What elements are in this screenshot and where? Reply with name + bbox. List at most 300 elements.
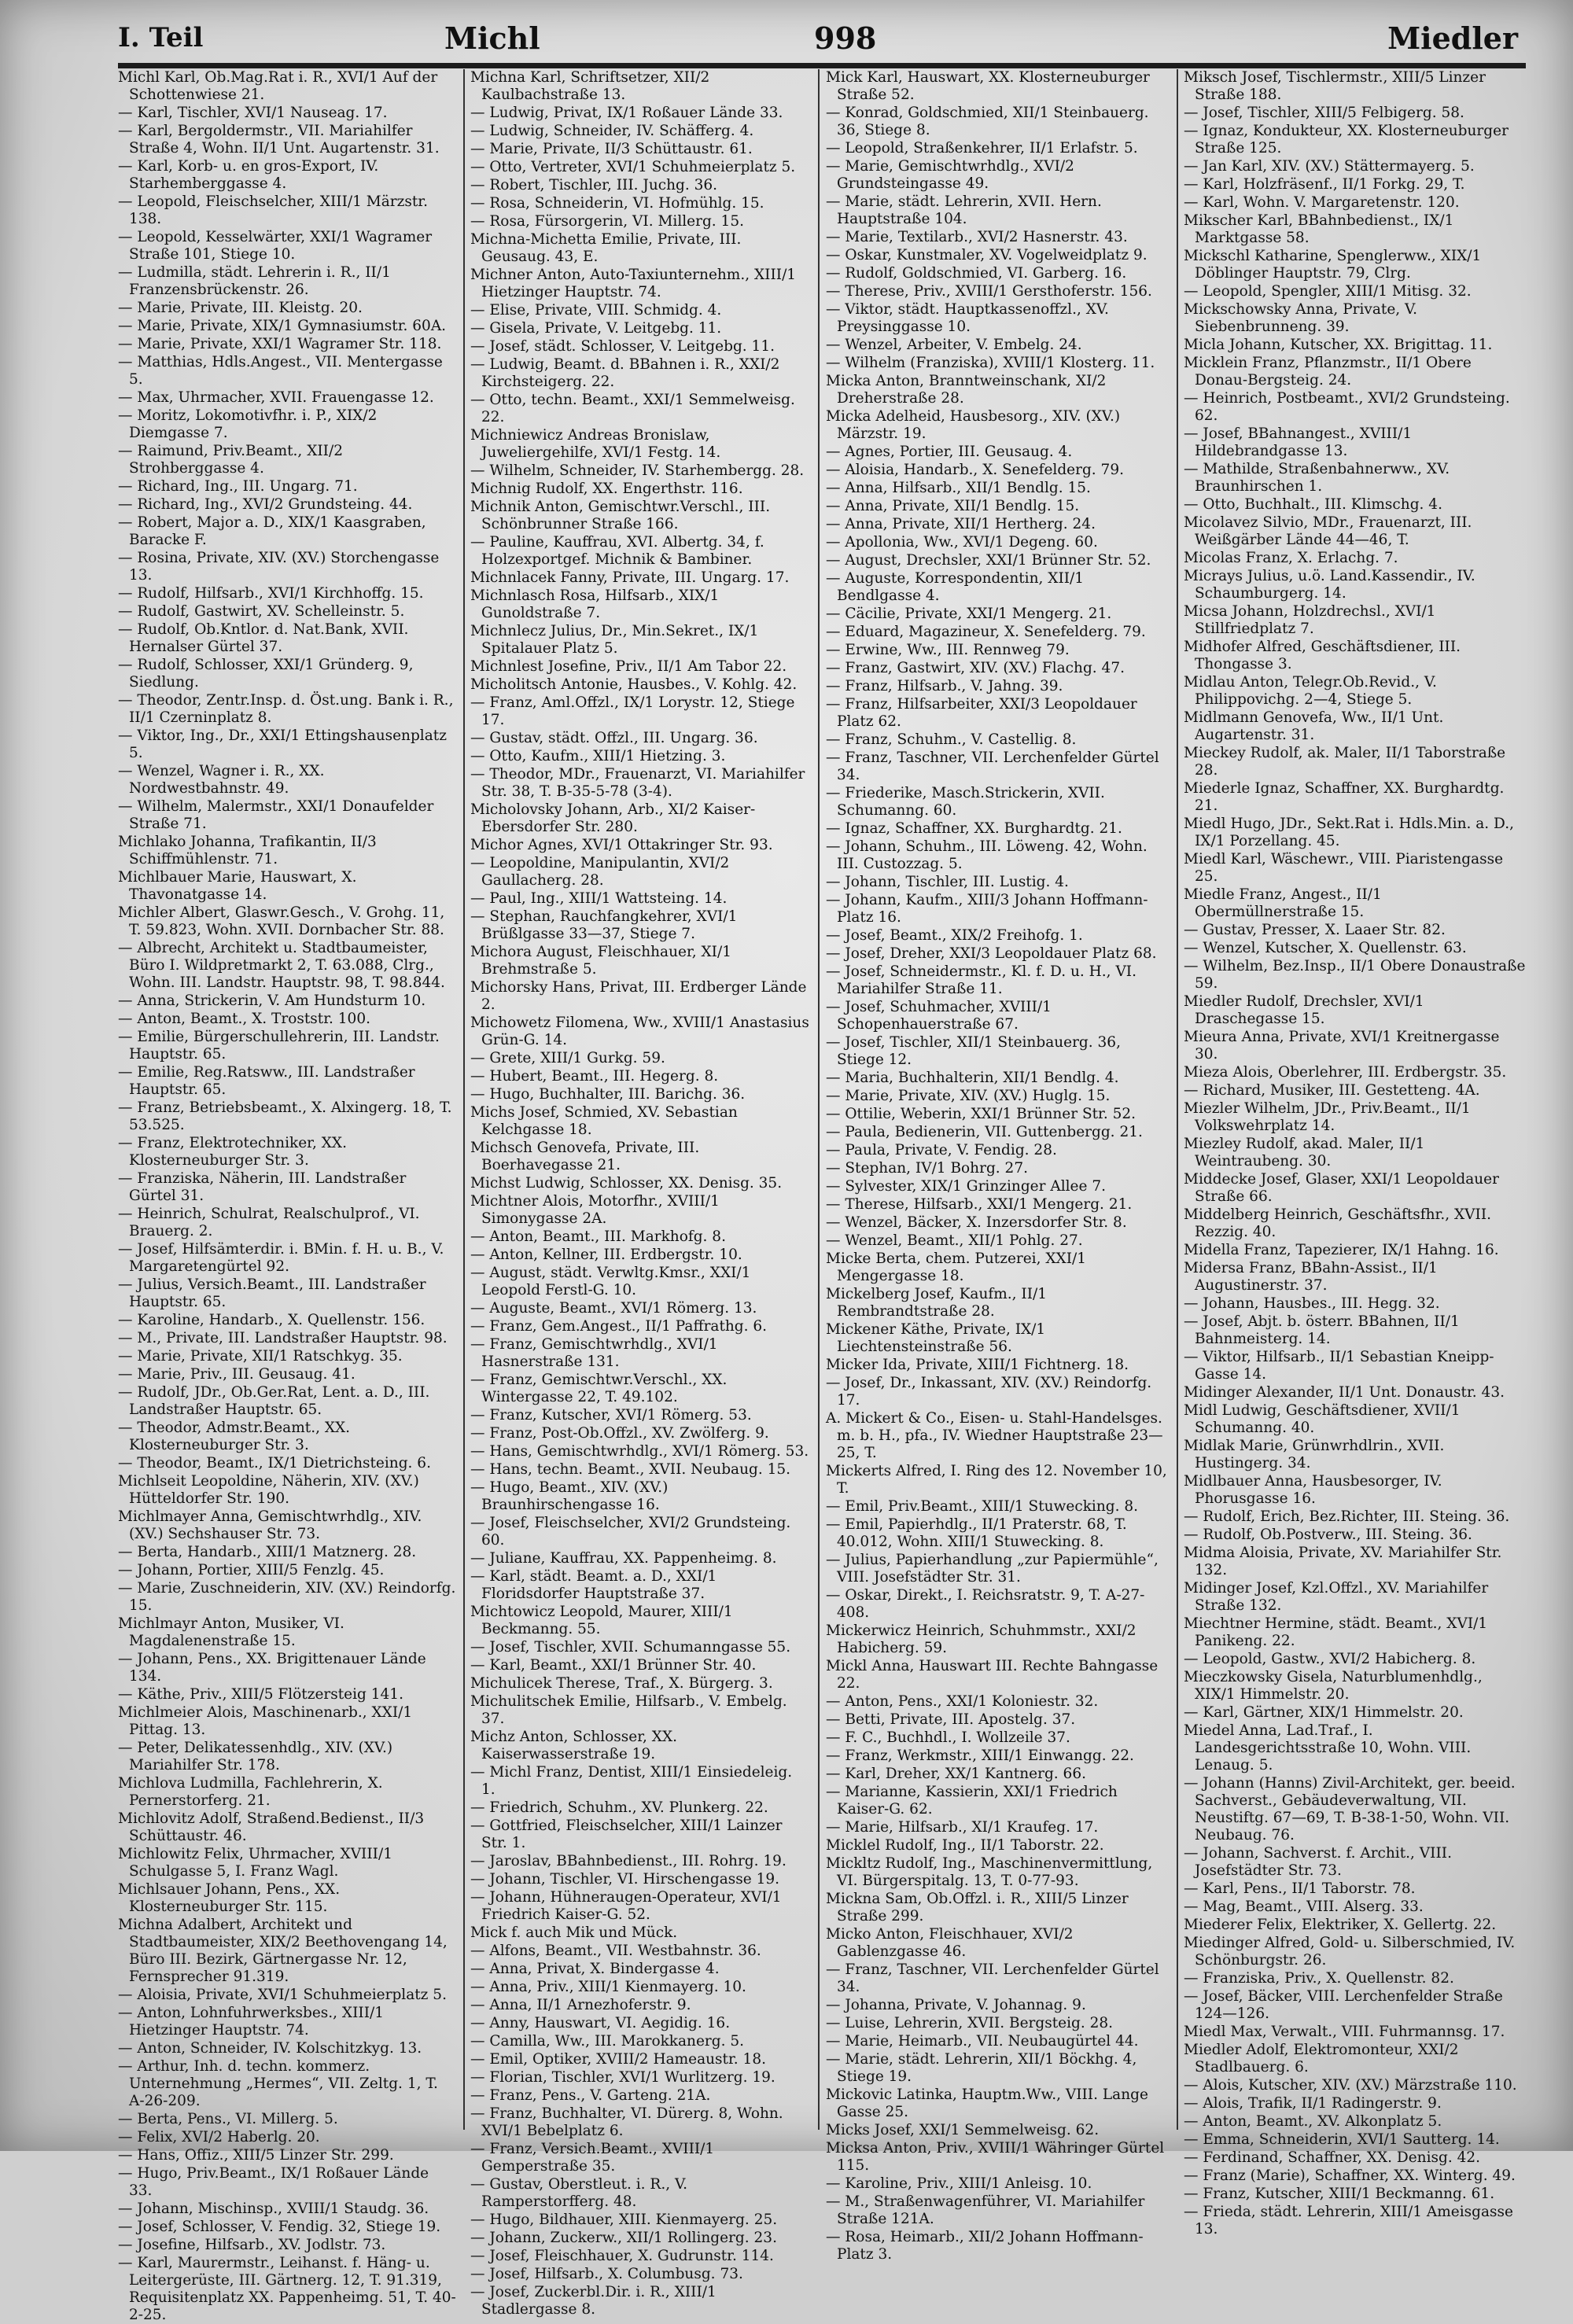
directory-entry: — Gustav, Presser, X. Laaer Str. 82. [1184,922,1446,938]
directory-entry: Miederer Felix, Elektriker, X. Gellertg. 22. [1184,1917,1497,1933]
directory-entry: — Berta, Handarb., XIII/1 Matznerg. 28. [118,1544,417,1560]
directory-entry: Micsa Johann, Holzdrechsl., XVI/1 Stillfriedplatz 7. [1184,603,1436,637]
directory-entry: — Franz (Marie), Schaffner, XX. Winterg. 49. [1184,2167,1516,2184]
directory-entry: Michl Karl, Ob.Mag.Rat i. R., XVI/1 Auf der Schottenwiese 21. [118,69,438,103]
directory-entry: — Karl, Beamt., XXI/1 Brünner Str. 40. [470,1657,757,1674]
directory-entry: — Johann, Mischinsp., XVIII/1 Staudg. 36. [118,2201,429,2217]
directory-entry: — Josef, Hilfsämterdir. i. BMin. f. H. u. B., V. Margaretengürtel 92. [118,1241,444,1275]
directory-entry: — Franz, Schuhm., V. Castellig. 8. [826,731,1077,748]
directory-entry: Mickl Anna, Hauswart III. Rechte Bahngasse 22. [826,1658,1159,1692]
directory-entry: — Josefine, Hilfsarb., XV. Jodlstr. 73. [118,2237,386,2253]
directory-entry: — Franz, Hilfsarbeiter, XXI/3 Leopoldauer Platz 62. [826,696,1137,730]
directory-entry: Midinger Josef, Kzl.Offzl., XV. Mariahilfer Straße 132. [1184,1580,1489,1614]
directory-entry: Michz Anton, Schlosser, XX. Kaiserwasserstraße 19. [470,1729,678,1762]
directory-entry: — M., Private, III. Landstraßer Hauptstr. 98. [118,1330,448,1346]
directory-entry: — Hans, Gemischtwrhdlg., XVI/1 Römerg. 53. [470,1443,809,1460]
directory-entry: Midhofer Alfred, Geschäftsdiener, III. Thongasse 3. [1184,639,1461,672]
column-1 [118,69,456,2323]
directory-entry: Micholitsch Antonie, Hausbes., V. Kohlg. 42. [470,676,798,693]
directory-entry: — Marie, Zuschneiderin, XIV. (XV.) Reindorfg. 15. [118,1580,456,1614]
directory-entry: — Luise, Lehrerin, XVII. Bergsteig. 28. [826,2015,1114,2031]
directory-entry: — Oskar, Kunstmaler, XV. Vogelweidplatz 9. [826,247,1148,263]
directory-entry: — Johann, Sachverst. f. Archit., VIII. Josefstädter Str. 73. [1184,1845,1452,1879]
directory-entry: — Anton, Pens., XXI/1 Koloniestr. 32. [826,1693,1099,1710]
directory-entry: Michna Karl, Schriftsetzer, XII/2 Kaulbachstraße 13. [470,69,710,103]
directory-entry: Miedler Adolf, Elektromonteur, XXI/2 Stadlbauerg. 6. [1184,2042,1459,2075]
directory-entry: — Therese, Hilfsarb., XXI/1 Mengerg. 21. [826,1196,1133,1213]
directory-entry: Michnlacek Fanny, Private, III. Ungarg. 17. [470,569,790,586]
directory-entry: Midlau Anton, Telegr.Ob.Revid., V. Philippovichg. 2—4, Stiege 5. [1184,674,1437,708]
directory-entry: — Gisela, Private, V. Leitgebg. 11. [470,320,722,337]
directory-entry: — Ottilie, Weberin, XXI/1 Brünner Str. 52. [826,1106,1136,1122]
directory-entry: — Marie, Private, XII/1 Ratschkyg. 35. [118,1348,403,1365]
directory-entry: — Franz, Hilfsarb., V. Jahng. 39. [826,678,1063,694]
directory-entry: — Karl, Maurermstr., Leihanst. f. Häng- u. Leitergerüste, III. Gärtnerg. 12, T. 91.319, Requisitenplatz XX. Pappenheimg. 51, T. 40-2-25. [118,2255,456,2323]
column-2 [470,69,810,2318]
directory-entry: — Marie, Private, XIX/1 Gymnasiumstr. 60A. [118,318,447,334]
directory-entry: — Karl, Gärtner, XIX/1 Himmelstr. 20. [1184,1704,1464,1721]
column-divider [1177,69,1178,2130]
directory-entry: — Marie, Heimarb., VII. Neubaugürtel 44. [826,2033,1139,2050]
directory-entry: Micklein Franz, Pflanzmstr., II/1 Obere Donau-Bergsteig. 24. [1184,355,1472,389]
directory-entry: — Leopold, Gastw., XVI/2 Habicherg. 8. [1184,1651,1476,1667]
directory-entry: Micksa Anton, Priv., XVIII/1 Währinger Gürtel 115. [826,2140,1165,2174]
directory-entry: — Juliane, Kauffrau, XX. Pappenheimg. 8. [470,1550,777,1567]
directory-entry: — Anna, Private, XII/1 Bendlg. 15. [826,498,1080,514]
directory-entry: — Rudolf, Schlosser, XXI/1 Gründerg. 9, Siedlung. [118,657,414,691]
directory-entry: Micka Adelheid, Hausbesorg., XIV. (XV.) Märzstr. 19. [826,408,1121,442]
directory-entry: Mickna Sam, Ob.Offzl. i. R., XIII/5 Linzer Straße 299. [826,1891,1129,1924]
directory-entry: Miedl Karl, Wäschewr., VIII. Piaristengasse 25. [1184,851,1504,885]
directory-entry: — Hubert, Beamt., III. Hegerg. 8. [470,1068,719,1085]
directory-entry: — Viktor, Hilfsarb., II/1 Sebastian Kneipp-Gasse 14. [1184,1349,1494,1383]
directory-entry: — Josef, Zuckerbl.Dir. i. R., XIII/1 Stadlergasse 8. [470,2284,717,2318]
directory-entry: — Otto, Kaufm., XIII/1 Hietzing. 3. [470,748,726,764]
directory-entry: — Franz, Betriebsbeamt., X. Alxingerg. 18, T. 53.525. [118,1099,452,1133]
directory-entry: — Peter, Delikatessenhdlg., XIV. (XV.) Mariahilfer Str. 178. [118,1740,393,1773]
directory-entry: Mieczkowsky Gisela, Naturblumenhdlg., XIX/1 Himmelstr. 20. [1184,1669,1483,1703]
directory-entry: Miedinger Alfred, Gold- u. Silberschmied, IV. Schönburgstr. 26. [1184,1935,1516,1969]
directory-entry: Micka Anton, Branntweinschank, XI/2 Dreherstraße 28. [826,373,1107,407]
directory-entry: — Leopold, Spengler, XIII/1 Mitisg. 32. [1184,283,1472,300]
directory-entry: — Marie, städt. Lehrerin, XII/1 Böckhg. 4, Stiege 19. [826,2051,1137,2085]
directory-entry: Middelberg Heinrich, Geschäftsfhr., XVII. Rezzig. 40. [1184,1206,1492,1240]
directory-entry: Mieckey Rudolf, ak. Maler, II/1 Taborstraße 28. [1184,745,1506,779]
directory-entry: Midlak Marie, Grünwrhdlrin., XVII. Hustingerg. 34. [1184,1438,1445,1471]
directory-entry: — Ludwig, Privat, IX/1 Roßauer Lände 33. [470,105,783,121]
directory-entry: — Agnes, Portier, III. Geusaug. 4. [826,444,1073,460]
directory-entry: — Rudolf, Gastwirt, XV. Schelleinstr. 5. [118,603,405,620]
directory-entry: — Karl, Bergoldermstr., VII. Mariahilfer Straße 4, Wohn. II/1 Unt. Augartenstr. 31. [118,123,440,157]
directory-entry: Michler Albert, Glaswr.Gesch., V. Grohg. 11, T. 59.823, Wohn. XVII. Dornbacher Str. 88. [118,904,445,938]
directory-entry: — Sylvester, XIX/1 Grinzinger Allee 7. [826,1178,1106,1195]
directory-entry: — Alois, Trafik, II/1 Radingerstr. 9. [1184,2095,1442,2112]
directory-entry: — Wenzel, Kutscher, X. Quellenstr. 63. [1184,940,1467,956]
directory-entry: — Johann, Pens., XX. Brigittenauer Lände 134. [118,1651,426,1685]
directory-entry: — Hans, techn. Beamt., XVII. Neubaug. 15. [470,1461,791,1478]
directory-columns [118,69,1526,2323]
directory-entry: — Anna, Hilfsarb., XII/1 Bendlg. 15. [826,480,1091,496]
directory-entry: — Richard, Ing., XVI/2 Grundsteing. 44. [118,496,413,513]
directory-entry: — Alois, Kutscher, XIV. (XV.) Märzstraße 110. [1184,2077,1517,2094]
directory-entry: — Heinrich, Postbeamt., XVI/2 Grundsteing. 62. [1184,390,1510,424]
directory-entry: — Leopoldine, Manipulantin, XVI/2 Gaullacherg. 28. [470,855,730,889]
directory-entry: — Ferdinand, Schaffner, XX. Denisg. 42. [1184,2149,1481,2166]
directory-entry: — Anna, Private, XII/1 Hertherg. 24. [826,516,1096,532]
section-label: I. Teil [118,22,204,53]
directory-entry: — Franz, Elektrotechniker, XX. Klosterneuburger Str. 3. [118,1135,347,1169]
directory-entry: — Karl, Tischler, XVI/1 Nauseag. 17. [118,105,388,121]
directory-entry: — Josef, Dr., Inkassant, XIV. (XV.) Reindorfg. 17. [826,1375,1152,1409]
directory-entry: Miederle Ignaz, Schaffner, XX. Burghardtg. 21. [1184,780,1505,814]
directory-entry: — Robert, Tischler, III. Juchg. 36. [470,177,718,193]
directory-entry: Midinger Alexander, II/1 Unt. Donaustr. 43. [1184,1384,1505,1401]
directory-entry: — Franz, Kutscher, XIII/1 Beckmanng. 61. [1184,2186,1495,2202]
directory-entry: — Anny, Hauswart, VI. Aegidig. 16. [470,2015,731,2031]
directory-entry: — Viktor, städt. Hauptkassenoffzl., XV. Preysinggasse 10. [826,301,1109,335]
directory-entry: — Johann, Schuhm., III. Löweng. 42, Wohn. III. Custozzag. 5. [826,838,1148,872]
directory-entry: Miechtner Hermine, städt. Beamt., XVI/1 Panikeng. 22. [1184,1615,1488,1649]
directory-entry: — Michl Franz, Dentist, XIII/1 Einsiedeleig. 1. [470,1764,793,1798]
directory-entry: — Johann, Tischler, III. Lustig. 4. [826,874,1069,890]
directory-entry: — Anna, Strickerin, V. Am Hundsturm 10. [118,993,426,1009]
directory-entry: — Anna, II/1 Arnezhoferstr. 9. [470,1997,691,2013]
directory-entry: — Karl, Holzfräsenf., II/1 Forkg. 29, T. [1184,176,1465,193]
directory-entry: — Leopold, Fleischselcher, XIII/1 Märzstr. 138. [118,193,428,227]
directory-entry: — Otto, Buchhalt., III. Klimschg. 4. [1184,496,1442,513]
directory-entry: — Hugo, Beamt., XIV. (XV.) Braunhirschengasse 16. [470,1479,669,1513]
directory-entry: — Josef, Beamt., XIX/2 Freihofg. 1. [826,927,1083,944]
directory-entry: — Apollonia, Ww., XVI/1 Degeng. 60. [826,534,1098,551]
directory-entry: Michnik Anton, Gemischtwr.Verschl., III. Schönbrunner Straße 166. [470,499,771,532]
directory-entry: Mickovic Latinka, Hauptm.Ww., VIII. Lange Gasse 25. [826,2086,1148,2120]
directory-entry: Midlbauer Anna, Hausbesorger, IV. Phorusgasse 16. [1184,1473,1442,1507]
directory-entry: — Friedrich, Schuhm., XV. Plunkerg. 22. [470,1799,768,1816]
directory-entry: — Wenzel, Bäcker, X. Inzersdorfer Str. 8. [826,1214,1127,1231]
directory-entry: Mickerwicz Heinrich, Schuhmmstr., XXI/2 Habicherg. 59. [826,1622,1136,1656]
directory-entry: — Marie, Textilarb., XVI/2 Hasnerstr. 43. [826,229,1128,245]
directory-entry: — Raimund, Priv.Beamt., XII/2 Strohberggasse 4. [118,443,343,477]
directory-entry: — Rudolf, JDr., Ob.Ger.Rat, Lent. a. D., III. Landstraßer Hauptstr. 65. [118,1384,430,1418]
directory-entry: Michnlasch Rosa, Hilfsarb., XIX/1 Gunoldstraße 7. [470,587,720,621]
directory-entry: — Wenzel, Beamt., XII/1 Pohlg. 27. [826,1232,1083,1249]
directory-entry: A. Mickert & Co., Eisen- u. Stahl-Handelsges. m. b. H., pfa., IV. Wiedner Hauptstraße 23—25, T. [826,1410,1163,1461]
directory-entry: — Johann, Zuckerw., XII/1 Rollingerg. 23. [470,2230,777,2246]
directory-entry: — Friederike, Masch.Strickerin, XVII. Schumanng. 60. [826,785,1105,819]
directory-entry: — Richard, Musiker, III. Gestetteng. 4A. [1184,1082,1480,1099]
directory-entry: Miedl Hugo, JDr., Sekt.Rat i. Hdls.Min. a. D., IX/1 Porzellang. 45. [1184,816,1514,849]
directory-entry: Michniewicz Andreas Bronislaw, Juweliergehilfe, XVI/1 Festg. 14. [470,427,721,461]
directory-entry: — Anna, Priv., XIII/1 Kienmayerg. 10. [470,1979,746,1995]
directory-entry: — Theodor, MDr., Frauenarzt, VI. Mariahilfer Str. 38, T. B-35-5-78 (3-4). [470,766,805,800]
directory-entry: — Arthur, Inh. d. techn. kommerz. Unternehmung „Hermes“, VII. Zeltg. 1, T. A-26-209. [118,2058,438,2109]
directory-entry: — Heinrich, Schulrat, Realschulprof., VI. Brauerg. 2. [118,1206,420,1239]
directory-entry: — Johann, Hühneraugen-Operateur, XVI/1 Friedrich Kaiser-G. 52. [470,1889,782,1923]
directory-entry: Midma Aloisia, Private, XV. Mariahilfer Str. 132. [1184,1545,1502,1578]
directory-entry: — Karl, Wohn. V. Margaretenstr. 120. [1184,194,1460,211]
directory-entry: — Stephan, IV/1 Bohrg. 27. [826,1160,1028,1177]
directory-entry: — Alfons, Beamt., VII. Westbahnstr. 36. [470,1943,761,1959]
directory-entry: — Theodor, Zentr.Insp. d. Öst.ung. Bank i. R., II/1 Czerninplatz 8. [118,692,454,726]
first-entry-guide-word: Michl [444,20,540,56]
directory-entry: — Marie, städt. Lehrerin, XVII. Hern. Hauptstraße 104. [826,193,1102,227]
directory-entry: — Wilhelm, Malermstr., XXI/1 Donaufelder Straße 71. [118,798,434,832]
directory-entry: — Josef, Schlosser, V. Fendig. 32, Stiege 19. [118,2219,441,2235]
directory-entry: — Franz, Gem.Angest., II/1 Paffrathg. 6. [470,1318,768,1335]
directory-entry: — Johann, Kaufm., XIII/3 Johann Hoffmann-Platz 16. [826,892,1148,926]
directory-entry: — Betti, Private, III. Apostelg. 37. [826,1711,1076,1728]
directory-entry: — Ludwig, Beamt. d. BBahnen i. R., XXI/2 Kirchsteigerg. 22. [470,356,780,390]
directory-entry: — Wilhelm, Bez.Insp., II/1 Obere Donaustraße 59. [1184,958,1526,992]
directory-entry: Midl Ludwig, Geschäftsdiener, XVII/1 Schumanng. 40. [1184,1402,1461,1436]
directory-entry: — Rosa, Schneiderin, VI. Hofmühlg. 15. [470,195,764,212]
directory-entry: — Otto, techn. Beamt., XXI/1 Semmelweisg. 22. [470,392,795,425]
directory-entry: — Viktor, Ing., Dr., XXI/1 Ettingshausenplatz 5. [118,727,447,761]
directory-entry: — Grete, XIII/1 Gurkg. 59. [470,1050,665,1066]
directory-entry: Michtner Alois, Motorfhr., XVIII/1 Simonygasse 2A. [470,1193,720,1227]
directory-entry: — Franz, Versich.Beamt., XVIII/1 Gemperstraße 35. [470,2141,715,2175]
column-3 [826,69,1170,2263]
directory-entry: — Josef, Schuhmacher, XVIII/1 Schopenhauerstraße 67. [826,999,1052,1033]
directory-entry: — Leopold, Kesselwärter, XXI/1 Wagramer Straße 101, Stiege 10. [118,229,433,263]
directory-entry: — Stephan, Rauchfangkehrer, XVI/1 Brüßlgasse 33—37, Stiege 7. [470,908,738,942]
directory-entry: Midersa Franz, BBahn-Assist., II/1 Augustinerstr. 37. [1184,1260,1438,1294]
directory-entry: — Wenzel, Wagner i. R., XX. Nordwestbahnstr. 49. [118,763,325,797]
directory-entry: Michulicek Therese, Traf., X. Bürgerg. 3. [470,1675,773,1692]
directory-entry: — Franz, Taschner, VII. Lerchenfelder Gürtel 34. [826,749,1159,783]
directory-entry: — Wilhelm, Schneider, IV. Starhembergg. 28. [470,462,805,479]
directory-entry: — Rudolf, Ob.Postverw., III. Steing. 36. [1184,1527,1472,1543]
directory-entry: — Franz, Pens., V. Garteng. 21A. [470,2087,711,2104]
directory-entry: — Josef, Tischler, XII/1 Steinbauerg. 36, Stiege 12. [826,1034,1121,1068]
directory-entry: Mikscher Karl, BBahnbedienst., IX/1 Marktgasse 58. [1184,212,1454,246]
directory-entry: — Hugo, Bildhauer, XIII. Kienmayerg. 25. [470,2212,778,2228]
directory-entry: Micholovsky Johann, Arb., XI/2 Kaiser-Ebersdorfer Str. 280. [470,801,756,835]
directory-entry: — Otto, Vertreter, XVI/1 Schuhmeierplatz 5. [470,159,796,175]
directory-entry: — Karoline, Handarb., X. Quellenstr. 156. [118,1312,425,1328]
directory-entry: — Rudolf, Goldschmied, VI. Garberg. 16. [826,265,1127,282]
directory-entry: — Hugo, Buchhalter, III. Barichg. 36. [470,1086,746,1103]
directory-entry: — Emil, Optiker, XVIII/2 Hameaustr. 18. [470,2051,766,2068]
directory-entry: Michora August, Fleischhauer, XI/1 Brehmstraße 5. [470,944,731,978]
directory-entry: Michna Adalbert, Architekt und Stadtbaumeister, XIX/2 Beethovengang 14, Büro III. Bezirk, Gärtnergasse Nr. 12, Fernsprecher 91.319. [118,1917,448,1985]
directory-entry: Michnlest Josefine, Priv., II/1 Am Tabor 22. [470,658,787,675]
directory-entry: — Josef, BBahnangest., XVIII/1 Hildebrandgasse 13. [1184,425,1413,459]
directory-entry: Miedle Franz, Angest., II/1 Obermüllnerstraße 15. [1184,886,1382,920]
directory-entry: — Ignaz, Schaffner, XX. Burghardtg. 21. [826,820,1122,837]
directory-entry: Mick f. auch Mik und Mück. [470,1924,678,1941]
directory-entry: — Johann, Portier, XIII/5 Fenzlg. 45. [118,1562,385,1578]
page-header [118,17,1518,63]
directory-entry: — Franz, Gemischtwr.Verschl., XX. Wintergasse 22, T. 49.102. [470,1372,728,1405]
directory-entry: — Käthe, Priv., XIII/5 Flötzersteig 141. [118,1686,403,1703]
directory-entry: — Auguste, Beamt., XVI/1 Römerg. 13. [470,1300,757,1317]
directory-entry: — Karl, Dreher, XX/1 Kantnerg. 66. [826,1766,1086,1782]
directory-entry: — Matthias, Hdls.Angest., VII. Mentergasse 5. [118,354,443,388]
directory-entry: Michorsky Hans, Privat, III. Erdberger Lände 2. [470,979,807,1013]
directory-entry: — Frieda, städt. Lehrerin, XIII/1 Ameisgasse 13. [1184,2204,1513,2237]
directory-entry: Micks Josef, XXI/1 Semmelweisg. 62. [826,2122,1100,2138]
directory-entry: — Josef, Fleischselcher, XVI/2 Grundsteing. 60. [470,1515,791,1549]
directory-entry: — Albrecht, Architekt u. Stadtbaumeister, Büro I. Wildpretmarkt 2, T. 63.088, Clrg., Wohn. III. Landstr. Hauptstr. 98, T. 98.844. [118,940,445,991]
column-divider [463,69,465,2130]
directory-entry: Micke Berta, chem. Putzerei, XXI/1 Mengergasse 18. [826,1250,1087,1284]
directory-entry: Michlbauer Marie, Hauswart, X. Thavonatgasse 14. [118,869,357,903]
directory-entry: — Aloisia, Private, XVI/1 Schuhmeierplatz 5. [118,1987,447,2003]
directory-entry: — Marie, Priv., III. Geusaug. 41. [118,1366,355,1383]
directory-entry: Michlovitz Adolf, Straßend.Bedienst., II/3 Schüttaustr. 46. [118,1810,425,1844]
directory-entry: Michst Ludwig, Schlosser, XX. Denisg. 35. [470,1175,783,1191]
directory-entry: — Rosina, Private, XIV. (XV.) Storchengasse 13. [118,550,440,584]
directory-entry: — Josef, städt. Schlosser, V. Leitgebg. 11. [470,338,775,355]
directory-entry: — Mag, Beamt., VIII. Alserg. 33. [1184,1899,1424,1915]
directory-entry: Mieura Anna, Private, XVI/1 Kreitnergasse 30. [1184,1029,1500,1063]
directory-entry: Michlmayer Anna, Gemischtwrhdlg., XIV. (XV.) Sechshauser Str. 73. [118,1508,422,1542]
directory-entry: — Mathilde, Straßenbahnerww., XV. Braunhirschen 1. [1184,461,1450,495]
directory-entry: — M., Straßenwagenführer, VI. Mariahilfer Straße 121A. [826,2193,1145,2227]
last-entry-guide-word: Miedler [1387,20,1518,56]
directory-entry: — Pauline, Kauffrau, XVI. Albertg. 34, f. Holzexportgef. Michnik & Bambiner. [470,534,764,568]
directory-entry: — Julius, Papierhandlung „zur Papiermühle“, VIII. Josefstädter Str. 31. [826,1552,1159,1586]
directory-entry: — Josef, Dreher, XXI/3 Leopoldauer Platz 68. [826,945,1157,962]
directory-entry: — Anton, Beamt., XV. Alkonplatz 5. [1184,2113,1442,2130]
directory-entry: — Eduard, Magazineur, X. Senefelderg. 79. [826,624,1146,640]
directory-entry: — Anton, Schneider, IV. Kolschitzkyg. 13. [118,2040,422,2057]
directory-entry: — Marie, Private, XXI/1 Wagramer Str. 118. [118,336,442,352]
directory-entry: — Jan Karl, XIV. (XV.) Stättermayerg. 5. [1184,158,1475,175]
directory-entry: — Rudolf, Hilfsarb., XVI/1 Kirchhoffg. 15. [118,585,424,602]
directory-entry: Michna-Michetta Emilie, Private, III. Geusaug. 43, E. [470,231,742,265]
directory-entry: — Rosa, Heimarb., XII/2 Johann Hoffmann-Platz 3. [826,2229,1144,2263]
directory-entry: — Johann, Tischler, VI. Hirschengasse 19. [470,1871,779,1888]
directory-entry: Micker Ida, Private, XIII/1 Fichtnerg. 18. [826,1357,1129,1373]
directory-entry: — Felix, XVI/2 Haberlg. 20. [118,2129,320,2145]
directory-entry: — Anton, Kellner, III. Erdbergstr. 10. [470,1247,742,1263]
directory-entry: Middecke Josef, Glaser, XXI/1 Leopoldauer Straße 66. [1184,1171,1499,1205]
directory-entry: — Josef, Bäcker, VIII. Lerchenfelder Straße 124—126. [1184,1988,1503,2022]
directory-entry: — Marianne, Kassierin, XXI/1 Friedrich Kaiser-G. 62. [826,1784,1118,1818]
directory-entry: — Gottfried, Fleischselcher, XIII/1 Lainzer Str. 1. [470,1818,783,1851]
directory-entry: Miedler Rudolf, Drechsler, XVI/1 Draschegasse 15. [1184,993,1424,1027]
directory-entry: — Anna, Privat, X. Bindergasse 4. [470,1961,720,1977]
directory-entry: Miezler Wilhelm, JDr., Priv.Beamt., II/1 Volkswehrplatz 14. [1184,1100,1471,1134]
directory-entry: — Konrad, Goldschmied, XII/1 Steinbauerg. 36, Stiege 8. [826,105,1149,138]
directory-entry: — Josef, Tischler, XIII/5 Felbigerg. 58. [1184,105,1464,121]
directory-entry: — Karl, städt. Beamt. a. D., XXI/1 Floridsdorfer Hauptstraße 37. [470,1568,717,1602]
directory-entry: — Anton, Lohnfuhrwerksbes., XIII/1 Hietzinger Hauptstr. 74. [118,2005,385,2039]
directory-entry: — F. C., Buchhdl., I. Wollzeile 37. [826,1729,1070,1746]
directory-entry: Mick Karl, Hauswart, XX. Klosterneuburger Straße 52. [826,69,1150,103]
directory-entry: Mickerts Alfred, I. Ring des 12. November 10, T. [826,1463,1167,1497]
directory-entry: — Franz, Aml.Offzl., IX/1 Lorystr. 12, Stiege 17. [470,694,795,728]
directory-entry: — August, Drechsler, XXI/1 Brünner Str. 52. [826,552,1151,569]
directory-entry: Michlako Johanna, Trafikantin, II/3 Schiffmühlenstr. 71. [118,834,377,867]
directory-entry: — Paula, Private, V. Fendig. 28. [826,1142,1057,1158]
directory-entry: Miedel Anna, Lad.Traf., I. Landesgerichtsstraße 10, Wohn. VIII. Lenaug. 5. [1184,1722,1472,1773]
header-rule [118,63,1526,68]
directory-entry: — Josef, Tischler, XVII. Schumanngasse 55. [470,1639,791,1656]
directory-entry: — Marie, Private, III. Kleistg. 20. [118,300,363,316]
directory-entry: Michowetz Filomena, Ww., XVIII/1 Anastasius Grün-G. 14. [470,1015,809,1048]
directory-entry: Michlowitz Felix, Uhrmacher, XVIII/1 Schulgasse 5, I. Franz Wagl. [118,1846,392,1880]
directory-entry: — Karl, Korb- u. en gros-Export, IV. Starhemberggasse 4. [118,158,379,192]
directory-entry: Michner Anton, Auto-Taxiunternehm., XIII/1 Hietzinger Hauptstr. 74. [470,267,797,300]
directory-entry: Michtowicz Leopold, Maurer, XIII/1 Beckmanng. 55. [470,1604,733,1637]
directory-entry: Miedl Max, Verwalt., VIII. Fuhrmannsg. 17. [1184,2024,1505,2040]
directory-entry: Michlsauer Johann, Pens., XX. Klosterneuburger Str. 115. [118,1881,341,1915]
column-4 [1184,69,1526,2237]
directory-entry: — Franz, Gemischtwrhdlg., XVI/1 Hasnerstraße 131. [470,1336,718,1370]
directory-entry: — Theodor, Beamt., IX/1 Dietrichsteing. 6. [118,1455,431,1471]
directory-entry: — Hans, Offiz., XIII/5 Linzer Str. 299. [118,2147,394,2164]
directory-entry: Michlmayr Anton, Musiker, VI. Magdalenenstraße 15. [118,1615,344,1649]
directory-entry: — Erwine, Ww., III. Rennweg 79. [826,642,1070,658]
directory-entry: — Anton, Beamt., III. Markhofg. 8. [470,1228,726,1245]
directory-entry: — Marie, Private, II/3 Schüttaustr. 61. [470,141,753,157]
directory-entry: — Karl, Pens., II/1 Taborstr. 78. [1184,1880,1416,1897]
directory-entry: Midella Franz, Tapezierer, IX/1 Hahng. 16. [1184,1242,1499,1258]
directory-entry: — Rudolf, Ob.Kntlor. d. Nat.Bank, XVII. Hernalser Gürtel 37. [118,621,409,655]
directory-entry: — Theodor, Admstr.Beamt., XX. Klosterneuburger Str. 3. [118,1420,351,1453]
directory-entry: — Josef, Fleischhauer, X. Gudrunstr. 114. [470,2248,774,2264]
directory-entry: Mieza Alois, Oberlehrer, III. Erdbergstr. 35. [1184,1064,1507,1081]
directory-entry: Midlmann Genovefa, Ww., II/1 Unt. Augartenstr. 31. [1184,709,1444,743]
directory-entry: — Elise, Private, VIII. Schmidg. 4. [470,302,722,319]
directory-entry: — Karoline, Priv., XIII/1 Anleisg. 10. [826,2175,1092,2192]
directory-entry: — Ignaz, Kondukteur, XX. Klosterneuburger Straße 125. [1184,123,1509,157]
directory-entry: — Jaroslav, BBahnbedienst., III. Rohrg. 19. [470,1853,786,1869]
directory-entry: Michlseit Leopoldine, Näherin, XIV. (XV.) Hütteldorfer Str. 190. [118,1473,419,1507]
directory-entry: Michsch Genovefa, Private, III. Boerhavegasse 21. [470,1140,700,1173]
directory-entry: — Franziska, Priv., X. Quellenstr. 82. [1184,1970,1454,1987]
directory-entry: — Ludmilla, städt. Lehrerin i. R., II/1 Franzensbrückenstr. 26. [118,264,391,298]
directory-entry: — Ludwig, Schneider, IV. Schäfferg. 4. [470,123,754,139]
directory-entry: — Rosa, Fürsorgerin, VI. Millerg. 15. [470,213,744,230]
directory-entry: — Wenzel, Arbeiter, V. Embelg. 24. [826,337,1082,353]
directory-entry: — August, städt. Verwltg.Kmsr., XXI/1 Leopold Ferstl-G. 10. [470,1265,751,1298]
directory-entry: — Rudolf, Erich, Bez.Richter, III. Steing. 36. [1184,1508,1510,1525]
directory-entry: Micklel Rudolf, Ing., II/1 Taborstr. 22. [826,1837,1104,1854]
directory-entry: Michnig Rudolf, XX. Engerthstr. 116. [470,481,743,497]
directory-entry: Michs Josef, Schmied, XV. Sebastian Kelchgasse 18. [470,1104,738,1138]
directory-entry: — Leopold, Straßenkehrer, II/1 Erlafstr. 5. [826,140,1138,157]
directory-entry: — Emil, Priv.Beamt., XIII/1 Stuwecking. 8. [826,1498,1139,1515]
directory-entry: — Franz, Post-Ob.Offzl., XV. Zwölferg. 9. [470,1425,769,1442]
directory-entry: — Josef, Abjt. b. österr. BBahnen, II/1 Bahnmeisterg. 14. [1184,1313,1460,1347]
directory-entry: Mickelberg Josef, Kaufm., II/1 Rembrandtstraße 28. [826,1286,1048,1320]
directory-entry: Michor Agnes, XVI/1 Ottakringer Str. 93. [470,837,773,853]
column-divider [818,69,820,2130]
directory-entry: — Marie, Gemischtwrhdlg., XVI/2 Grundsteingasse 49. [826,158,1074,192]
directory-entry: — Emil, Papierhdlg., II/1 Praterstr. 68, T. 40.012, Wohn. XIII/1 Stuwecking. 8. [826,1516,1127,1550]
directory-entry: — Paul, Ing., XIII/1 Wattsteing. 14. [470,890,728,907]
directory-entry: — Cäcilie, Private, XXI/1 Mengerg. 21. [826,606,1112,622]
directory-entry: — Moritz, Lokomotivfhr. i. P., XIX/2 Diemgasse 7. [118,407,378,441]
directory-entry: Mickschl Katharine, Spenglerww., XIX/1 Döblinger Hauptstr. 79, Clrg. [1184,248,1482,282]
directory-entry: — Johann (Hanns) Zivil-Architekt, ger. beeid. Sachverst., Gebäudeverwaltung, VII. Neustiftg. 67—69, T. B-38-1-50, Wohn. VII. Neubaug. 76. [1184,1775,1516,1843]
directory-entry: — Julius, Versich.Beamt., III. Landstraßer Hauptstr. 65. [118,1276,426,1310]
directory-entry: Mickschowsky Anna, Private, V. Siebenbrunneng. 39. [1184,301,1418,335]
directory-entry: Micko Anton, Fleischhauer, XVI/2 Gablenzgasse 46. [826,1926,1074,1960]
directory-entry: — Auguste, Korrespondentin, XII/1 Bendlgasse 4. [826,570,1085,604]
directory-entry: — Johanna, Private, V. Johannag. 9. [826,1997,1086,2013]
directory-entry: — Max, Uhrmacher, XVII. Frauengasse 12. [118,389,434,406]
directory-entry: — Hugo, Priv.Beamt., IX/1 Roßauer Lände 33. [118,2165,429,2199]
page-number: 998 [814,20,877,56]
directory-entry: — Josef, Schneidermstr., Kl. f. D. u. H., VI. Mariahilfer Straße 11. [826,963,1136,997]
directory-entry: Michnlecz Julius, Dr., Min.Sekret., IX/1 Spitalauer Platz 5. [470,623,759,657]
directory-entry: — Paula, Bedienerin, VII. Guttenbergg. 21. [826,1124,1143,1140]
